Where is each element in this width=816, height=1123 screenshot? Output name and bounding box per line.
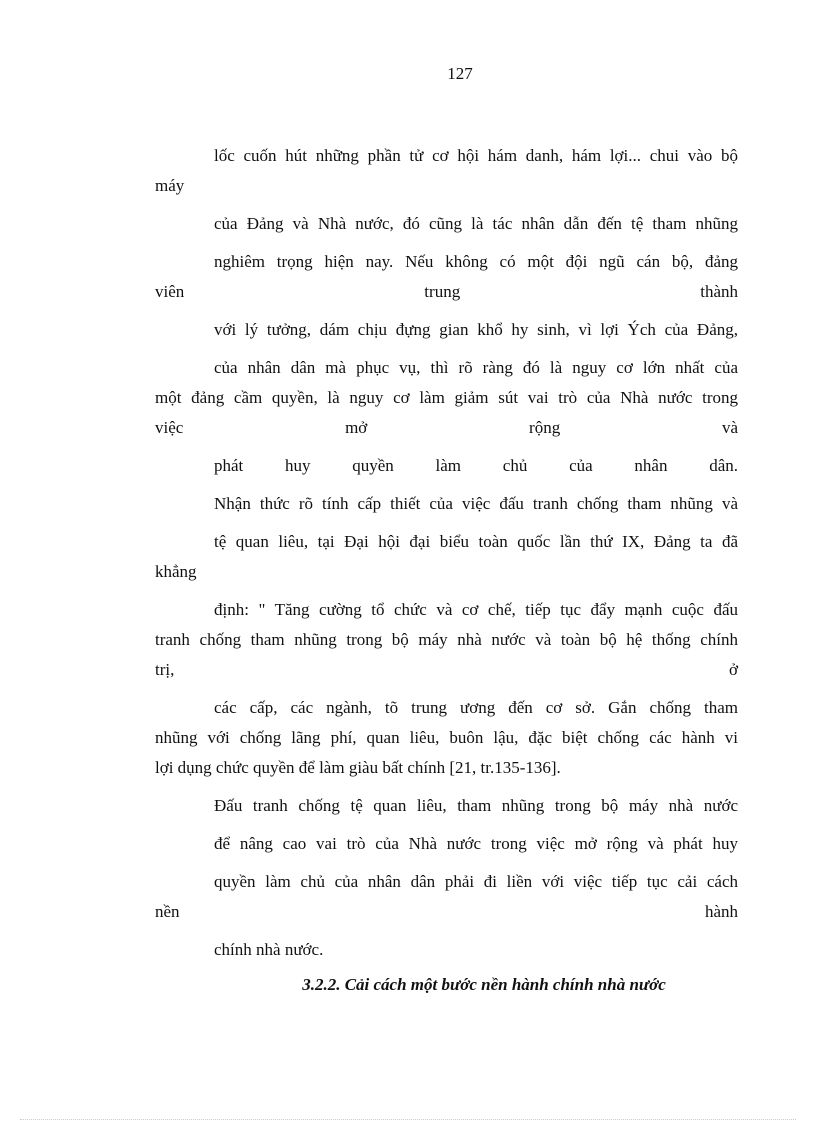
text-line: định: " Tăng cường tổ chức và cơ chế, tiếp tục đẩy mạnh cuộc đấu: [214, 600, 738, 619]
text-line: một đảng cầm quyền, là nguy cơ làm giảm sút vai trò của Nhà nước trong: [155, 388, 738, 407]
text-line: của Đảng và Nhà nước, đó cũng là tác nhân dẫn đến tệ tham nhũng: [214, 214, 738, 233]
text-line: lợi dụng chức quyền để làm giàu bất chính [21, tr.135-136].: [155, 758, 561, 777]
page-number: 127: [447, 64, 473, 83]
text-line: với lý tưởng, dám chịu đựng gian khổ hy sinh, vì lợi Ých của Đảng,: [214, 320, 738, 339]
text-line: nhũng với chống lãng phí, quan liêu, buôn lậu, đặc biệt chống các hành vi: [155, 728, 738, 747]
text-line: nghiêm trọng hiện nay. Nếu không có một đội ngũ cán bộ, đảng: [214, 252, 738, 271]
text-line: viên trung thành: [155, 282, 738, 301]
text-line: Nhận thức rõ tính cấp thiết của việc đấu tranh chống tham nhũng và: [214, 494, 738, 513]
text-line: quyền làm chủ của nhân dân phải đi liền với việc tiếp tục cải cách: [214, 872, 738, 891]
text-line: việc mở rộng và: [155, 418, 738, 437]
section-heading: 3.2.2. Cải cách một bước nền hành chính nhà nước: [302, 975, 666, 994]
text-line: máy: [155, 176, 185, 195]
text-line: tệ quan liêu, tại Đại hội đại biểu toàn quốc lần thứ IX, Đảng ta đã: [214, 532, 738, 551]
page-bottom-divider: [20, 1119, 796, 1120]
text-line: chính nhà nước.: [214, 940, 324, 959]
text-line: lốc cuốn hút những phần tử cơ hội hám danh, hám lợi... chui vào bộ: [214, 146, 738, 165]
text-line: nền hành: [155, 902, 738, 921]
text-line: khẳng: [155, 562, 197, 581]
text-line: Đấu tranh chống tệ quan liêu, tham nhũng trong bộ máy nhà nước: [214, 796, 738, 815]
text-line: các cấp, các ngành, tõ trung ương đến cơ sở. Gắn chống tham: [214, 698, 738, 717]
text-line: trị, ở: [155, 660, 738, 679]
text-line: của nhân dân mà phục vụ, thì rõ ràng đó là nguy cơ lớn nhất của: [214, 358, 738, 377]
text-line: tranh chống tham nhũng trong bộ máy nhà nước và toàn bộ hệ thống chính: [155, 630, 738, 649]
text-line: phát huy quyền làm chủ của nhân dân.: [214, 456, 738, 475]
text-line: để nâng cao vai trò của Nhà nước trong việc mở rộng và phát huy: [214, 834, 738, 853]
